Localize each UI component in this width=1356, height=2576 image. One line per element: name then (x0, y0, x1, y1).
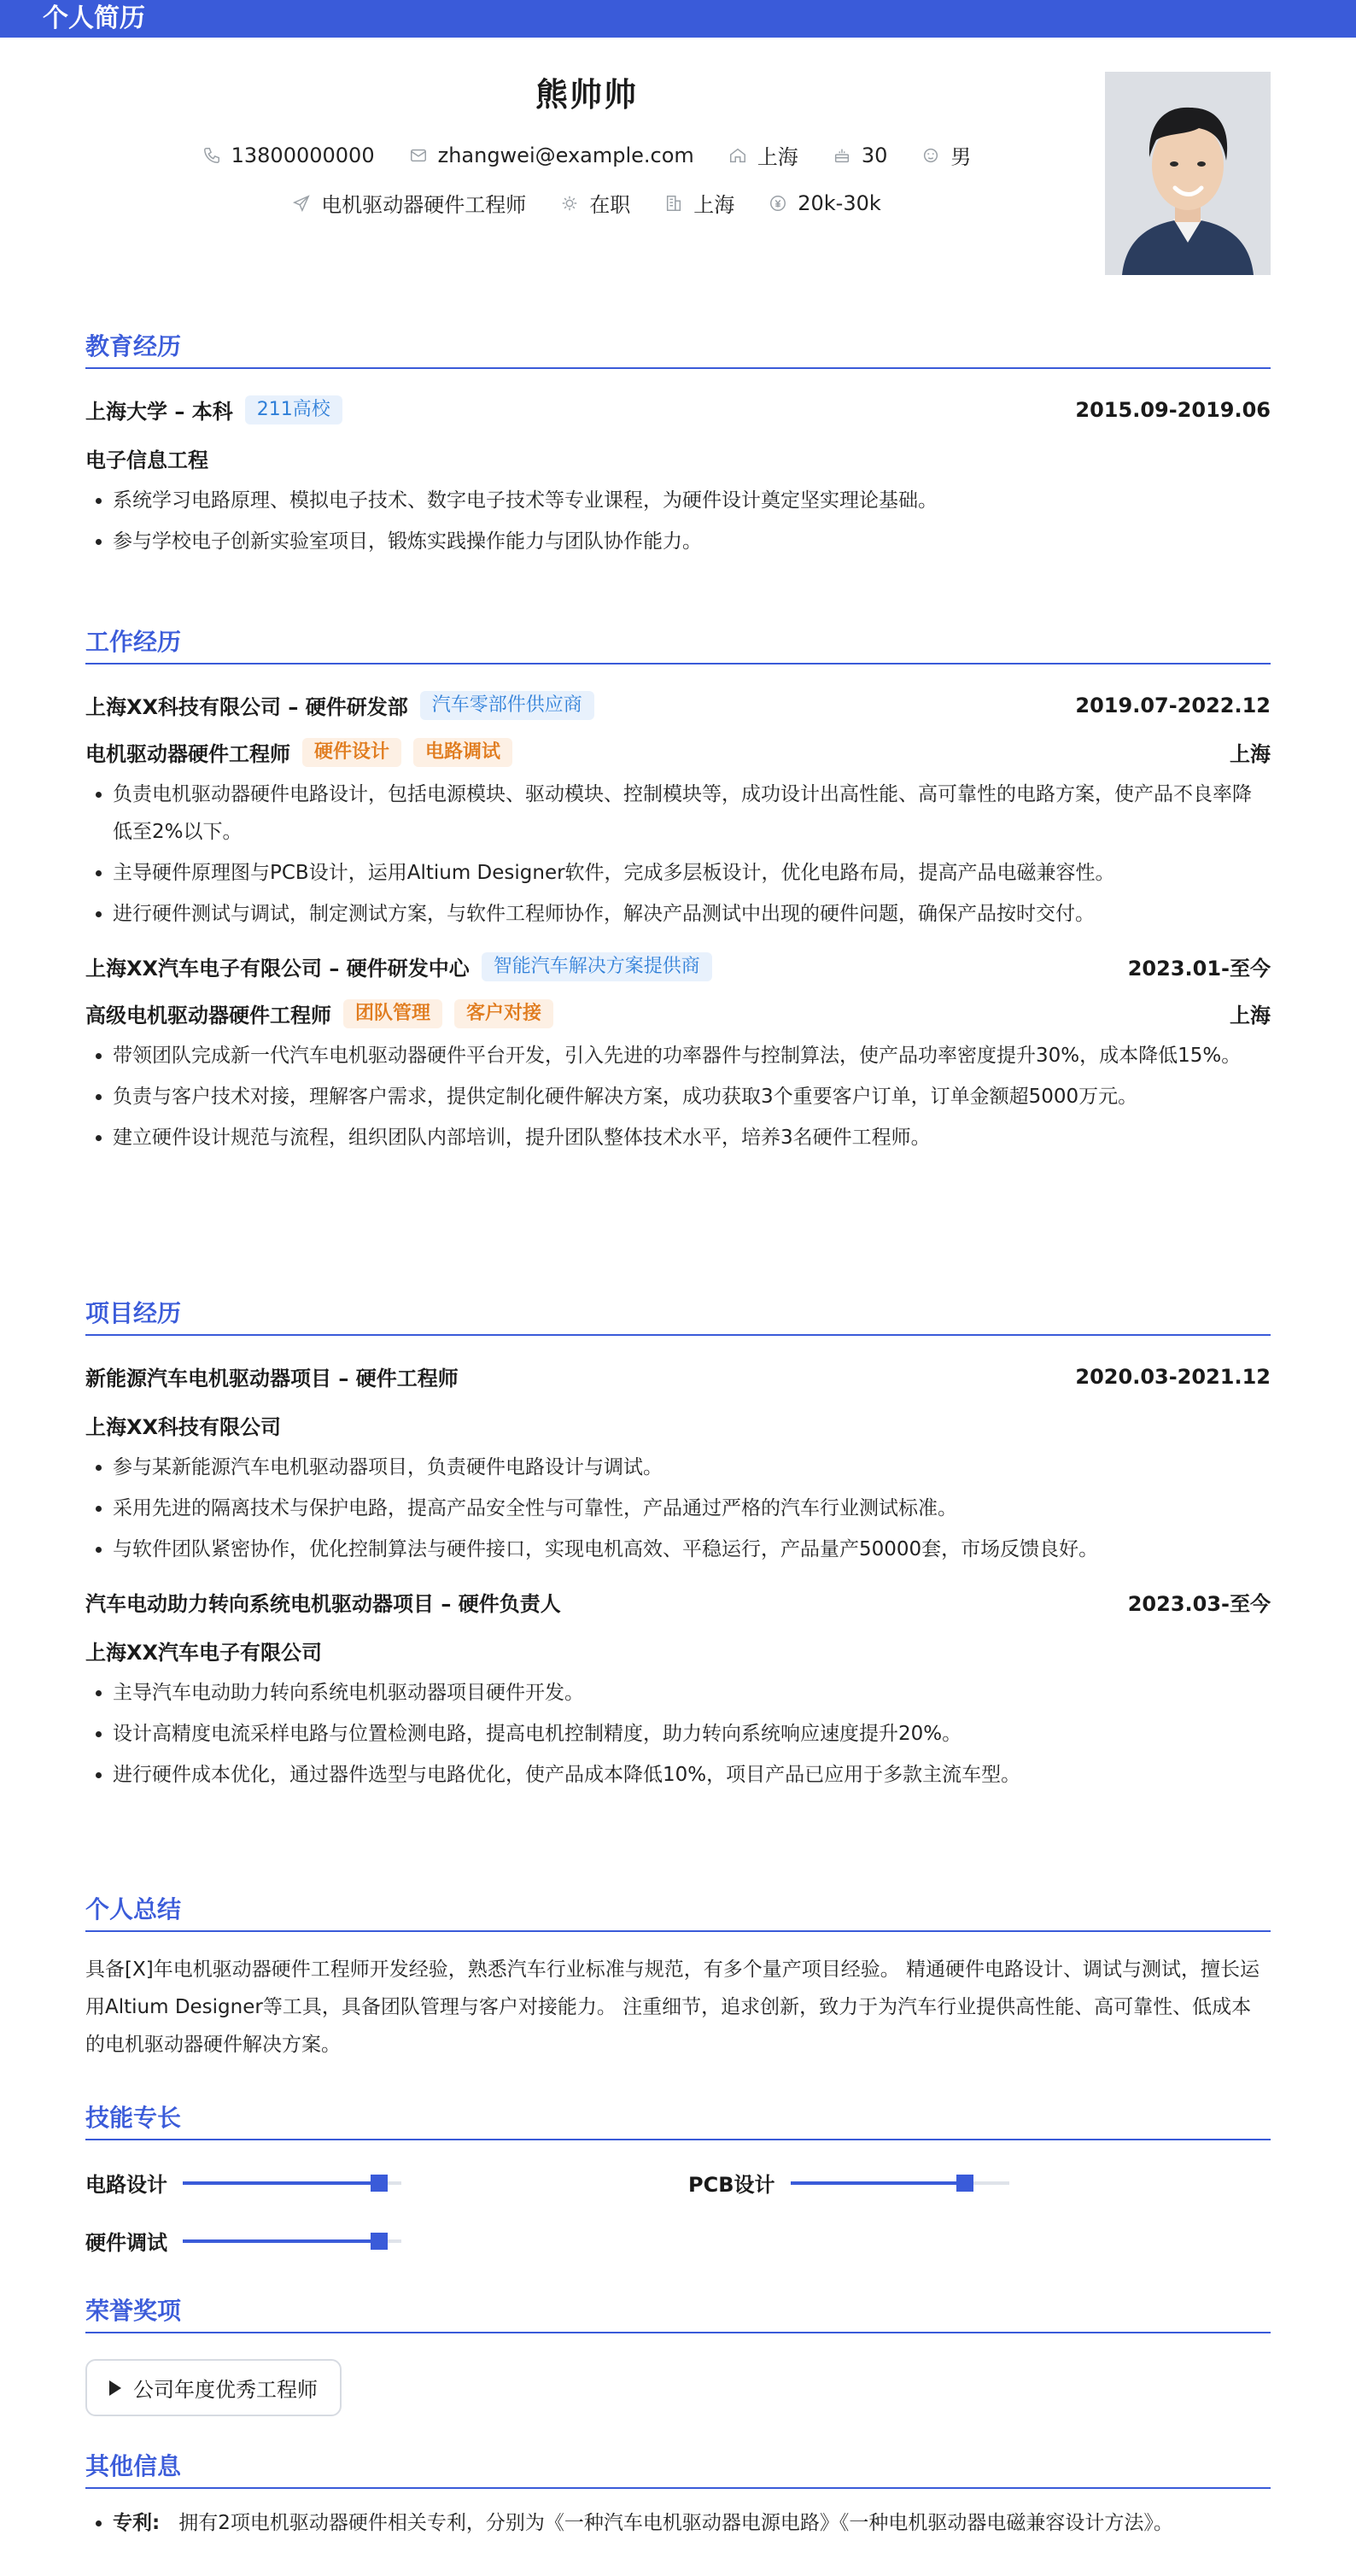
position-text: 电机驱动器硬件工程师 (321, 193, 527, 217)
work-date: 2019.07-2022.12 (1075, 693, 1271, 717)
job-row (85, 188, 1088, 218)
education-title: 教育经历 (85, 328, 1271, 369)
role-row-2 (85, 998, 1271, 1028)
major-name: 电子信息工程 (85, 448, 208, 472)
skill-item (85, 2168, 401, 2198)
list-item: • 设计高精度电流采样电路与位置检测电路，提高电机控制精度，助力转向系统响应速度提升20%。 (113, 1715, 1271, 1753)
projects-title: 项目经历 (85, 1295, 1271, 1336)
skill-level-bar (183, 2239, 401, 2243)
education-row (85, 395, 1271, 424)
other-text: 拥有2项电机驱动器硬件相关专利，分别为《一种汽车电机驱动器电源电路》《一种电机驱动器电磁兼容设计方法》。 (178, 2512, 1173, 2534)
skill-name: PCB设计 (688, 2173, 775, 2197)
position-info (292, 188, 526, 218)
phone-text: 13800000000 (231, 143, 375, 167)
location-info (728, 140, 798, 170)
project-company: 上海XX汽车电子有限公司 (85, 1641, 323, 1665)
project-date: 2023.03-至今 (1127, 1592, 1271, 1616)
summary-title: 个人总结 (85, 1891, 1271, 1932)
role-tag: 硬件设计 (302, 738, 401, 767)
role-name: 电机驱动器硬件工程师 (85, 742, 290, 766)
company-name: 上海XX科技有限公司 – 硬件研发部 (85, 695, 408, 719)
project-company-row-2 (85, 1636, 1271, 1666)
work-date: 2023.01-至今 (1127, 957, 1271, 981)
project-bullets-1 (85, 1449, 1271, 1568)
project-date: 2020.03-2021.12 (1075, 1364, 1271, 1389)
summary-text: 具备[X]年电机驱动器硬件工程师开发经验，熟悉汽车行业标准与规范，有多个量产项目经验。 精通硬件电路设计、调试与测试，擅长运用Altium Designer等工具，具备团队管理与客户对接能力。 注重细节，追求创新，致力于为汽车行业提供高性能、高可靠性、低成本的电机驱动器硬件解决方案。 (85, 1958, 1260, 2056)
profile-header (85, 38, 1271, 311)
summary-section (85, 1891, 1271, 2064)
salary-info (769, 191, 881, 215)
other-label: 专利: (113, 2512, 161, 2534)
role-tag: 团队管理 (343, 999, 442, 1028)
list-item: • 建立硬件设计规范与流程，组织团队内部培训，提升团队整体技术水平，培养3名硬件工程师。 (113, 1119, 1271, 1156)
location-text: 上海 (757, 145, 798, 169)
status-info (560, 188, 630, 218)
list-item: • 参与某新能源汽车电机驱动器项目，负责硬件电路设计与调试。 (113, 1449, 1271, 1486)
list-item: • 与软件团队紧密协作，优化控制算法与硬件接口，实现电机高效、平稳运行，产品量产50000套，市场反馈良好。 (113, 1531, 1271, 1568)
work-city: 上海 (1230, 1004, 1271, 1027)
skill-name: 硬件调试 (85, 2231, 167, 2255)
school-tag: 211高校 (245, 395, 342, 424)
role-row-1 (85, 737, 1271, 767)
gender-icon (921, 146, 940, 165)
skill-item (85, 2226, 401, 2256)
send-icon (292, 194, 311, 213)
work-section (85, 624, 1271, 1160)
gender-text: 男 (950, 145, 972, 169)
gender-info (921, 140, 971, 170)
work-row-2 (85, 951, 1271, 981)
status-text: 在职 (589, 193, 631, 217)
work-bullets-1 (85, 776, 1271, 933)
other-section (85, 2448, 1271, 2545)
salary-icon (769, 194, 787, 213)
project-company-row-1 (85, 1410, 1271, 1440)
profile-photo (1105, 72, 1271, 275)
list-item: • 采用先进的隔离技术与保护电路，提高产品安全性与可靠性，产品通过严格的汽车行业测试标准。 (113, 1490, 1271, 1527)
work-city: 上海 (1230, 742, 1271, 766)
skill-level-bar (183, 2181, 401, 2185)
award-item[interactable] (85, 2359, 342, 2416)
play-icon (109, 2380, 121, 2396)
list-item: • 负责电机驱动器硬件电路设计，包括电源模块、驱动模块、控制模块等，成功设计出高性能、高可靠性的电路方案，使产品不良率降低至2%以下。 (113, 776, 1271, 851)
building-icon (664, 194, 683, 213)
work-city-info (664, 188, 734, 218)
list-item: • 主导硬件原理图与PCB设计，运用Altium Designer软件，完成多层板设计，优化电路布局，提高产品电磁兼容性。 (113, 854, 1271, 892)
awards-title: 荣誉奖项 (85, 2292, 1271, 2333)
project-row-1 (85, 1361, 1271, 1391)
school-name: 上海大学 – 本科 (85, 400, 233, 424)
education-section (85, 328, 1271, 564)
role-name: 高级电机驱动器硬件工程师 (85, 1004, 331, 1027)
list-item: • 负责与客户技术对接，理解客户需求，提供定制化硬件解决方案，成功获取3个重要客户订单，订单金额超5000万元。 (113, 1078, 1271, 1115)
other-list (85, 2504, 1271, 2542)
age-text: 30 (861, 143, 888, 167)
phone-info (202, 143, 375, 167)
status-icon (560, 194, 579, 213)
list-item: • 主导汽车电动助力转向系统电机驱动器项目硬件开发。 (113, 1674, 1271, 1712)
work-row-1 (85, 690, 1271, 720)
work-bullets-2 (85, 1037, 1271, 1156)
company-name: 上海XX汽车电子有限公司 – 硬件研发中心 (85, 957, 470, 981)
contact-row (85, 140, 1088, 170)
work-title: 工作经历 (85, 624, 1271, 664)
company-tag: 智能汽车解决方案提供商 (482, 952, 712, 981)
email-text: zhangwei@example.com (437, 143, 694, 167)
skills-section (85, 2099, 1271, 2287)
candidate-name: 熊帅帅 (535, 76, 638, 114)
skills-title: 技能专长 (85, 2099, 1271, 2140)
role-tag: 电路调试 (413, 738, 512, 767)
list-item: • 进行硬件测试与调试，制定测试方案，与软件工程师协作，解决产品测试中出现的硬件问题，确保产品按时交付。 (113, 895, 1271, 933)
work-city-text: 上海 (693, 193, 735, 217)
resume-page (85, 38, 1271, 2534)
list-item: • 进行硬件成本优化，通过器件选型与电路优化，使产品成本降低10%，项目产品已应用于多款主流车型。 (113, 1756, 1271, 1794)
award-text: 公司年度优秀工程师 (133, 2378, 318, 2402)
mail-icon (409, 146, 428, 165)
education-bullets (85, 482, 1271, 560)
projects-section (85, 1295, 1271, 1797)
company-tag: 汽车零部件供应商 (420, 691, 594, 720)
phone-icon (202, 146, 221, 165)
list-item: • 带领团队完成新一代汽车电机驱动器硬件平台开发，引入先进的功率器件与控制算法，使产品功率密度提升30%，成本降低15%。 (113, 1037, 1271, 1074)
salary-text: 20k-30k (798, 190, 881, 215)
other-title: 其他信息 (85, 2448, 1271, 2489)
resume-title: 个人简历 (43, 3, 145, 33)
role-tag: 客户对接 (454, 999, 553, 1028)
email-info (409, 143, 694, 167)
skill-item (688, 2168, 1009, 2198)
cake-icon (833, 146, 851, 165)
skill-level-bar (791, 2181, 1009, 2185)
project-name: 汽车电动助力转向系统电机驱动器项目 – 硬件负责人 (85, 1592, 561, 1616)
project-name: 新能源汽车电机驱动器项目 – 硬件工程师 (85, 1367, 459, 1390)
age-info (833, 143, 888, 167)
skill-name: 电路设计 (85, 2173, 167, 2197)
project-row-2 (85, 1587, 1271, 1617)
project-company: 上海XX科技有限公司 (85, 1415, 282, 1439)
project-bullets-2 (85, 1674, 1271, 1794)
awards-section (85, 2292, 1271, 2416)
education-date: 2015.09-2019.06 (1075, 397, 1271, 422)
list-item: • 参与学校电子创新实验室项目，锻炼实践操作能力与团队协作能力。 (113, 523, 1271, 560)
major-row (85, 443, 1271, 473)
home-icon (728, 146, 747, 165)
resume-title-bar (0, 0, 1356, 38)
list-item (113, 2504, 1271, 2542)
list-item: • 系统学习电路原理、模拟电子技术、数字电子技术等专业课程，为硬件设计奠定坚实理论基础。 (113, 482, 1271, 519)
